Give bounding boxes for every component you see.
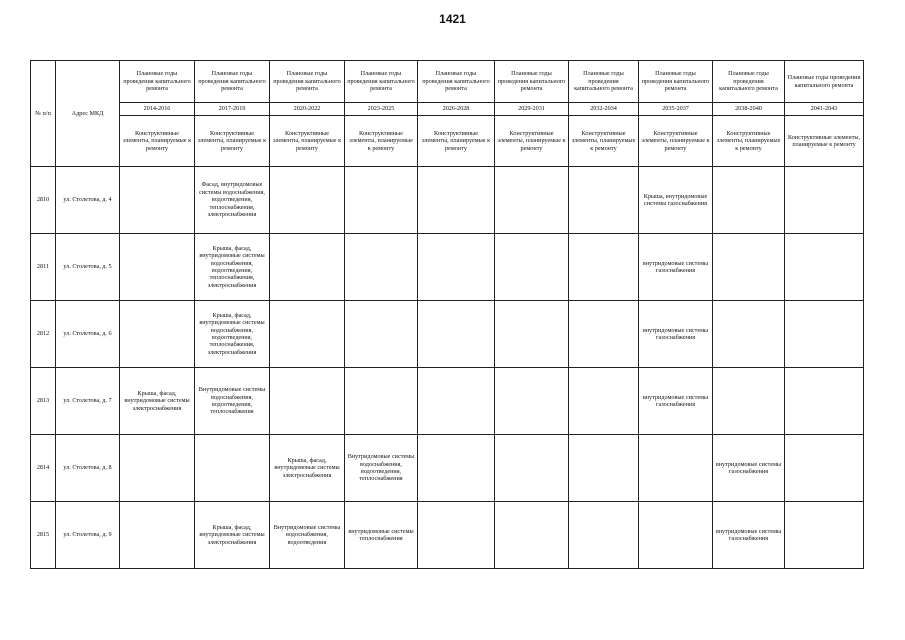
repair-cell: внутридомовые системы теплоснабжения xyxy=(345,502,418,569)
period-range: 2035-2037 xyxy=(639,103,713,116)
repair-cell xyxy=(713,234,785,301)
repair-cell xyxy=(418,301,495,368)
period-subheading: Конструктивные элементы, планируемые к ремонту xyxy=(120,116,195,167)
repair-cell xyxy=(418,167,495,234)
repair-cell xyxy=(495,435,569,502)
repair-cell: Фасад, внутридомовые системы водоснабжения, водоотведения, теплоснабжения, электроснабжения xyxy=(195,167,270,234)
table-row xyxy=(31,301,864,368)
row-number: 2815 xyxy=(31,502,56,569)
period-range: 2020-2022 xyxy=(270,103,345,116)
period-range: 2014-2016 xyxy=(120,103,195,116)
row-address: ул. Столетова, д. 7 xyxy=(56,368,120,435)
repair-cell xyxy=(639,502,713,569)
period-range: 2029-2031 xyxy=(495,103,569,116)
repair-cell xyxy=(418,502,495,569)
row-address: ул. Столетова, д. 6 xyxy=(56,301,120,368)
repair-cell: Внутридомовые системы водоснабжения, водоотведения xyxy=(270,502,345,569)
repair-cell xyxy=(495,301,569,368)
repair-cell: Крыша, фасад, внутридомовые системы электроснабжения xyxy=(195,502,270,569)
repair-cell: Крыша, фасад, внутридомовые системы водоснабжения, водоотведения, теплоснабжения, электроснабжения xyxy=(195,301,270,368)
row-address: ул. Столетова, д. 5 xyxy=(56,234,120,301)
repair-cell xyxy=(569,435,639,502)
row-number: 2812 xyxy=(31,301,56,368)
period-heading: Плановые годы проведения капитального ремонта xyxy=(345,61,418,103)
repair-cell xyxy=(495,167,569,234)
repair-cell xyxy=(345,301,418,368)
repair-cell xyxy=(195,435,270,502)
capital-repair-table xyxy=(30,60,864,569)
table-row xyxy=(31,234,864,301)
repair-cell: внутридомовые системы газоснабжения xyxy=(713,435,785,502)
repair-cell xyxy=(713,301,785,368)
col-header-number: № п/п xyxy=(31,61,56,167)
table-row xyxy=(31,502,864,569)
period-subheading: Конструктивные элементы, планируемые к ремонту xyxy=(345,116,418,167)
repair-cell xyxy=(713,368,785,435)
period-subheading: Конструктивные элементы, планируемые к ремонту xyxy=(195,116,270,167)
repair-cell xyxy=(785,368,864,435)
repair-cell xyxy=(120,167,195,234)
repair-cell xyxy=(345,368,418,435)
period-range: 2017-2019 xyxy=(195,103,270,116)
period-subheading: Конструктивные элементы, планируемые к ремонту xyxy=(569,116,639,167)
repair-cell: Внутридомовые системы водоснабжения, водоотведения, теплоснабжения xyxy=(345,435,418,502)
repair-cell xyxy=(639,435,713,502)
row-number: 2811 xyxy=(31,234,56,301)
row-number: 2814 xyxy=(31,435,56,502)
row-number: 2810 xyxy=(31,167,56,234)
repair-cell: Крыша, фасад, внутридомовые системы водоснабжения, водоотведения, теплоснабжения, электроснабжения xyxy=(195,234,270,301)
period-heading: Плановые годы проведения капитального ремонта xyxy=(195,61,270,103)
repair-cell: внутридомовые системы газоснабжения xyxy=(713,502,785,569)
table-body xyxy=(31,167,864,569)
period-heading: Плановые годы проведения капитального ремонта xyxy=(418,61,495,103)
repair-cell xyxy=(345,234,418,301)
repair-cell: внутридомовые системы газоснабжения xyxy=(639,301,713,368)
repair-cell xyxy=(569,368,639,435)
period-range: 2026-2028 xyxy=(418,103,495,116)
repair-cell xyxy=(495,234,569,301)
repair-cell: Крыша, фасад, внутридомовые системы электроснабжения xyxy=(120,368,195,435)
repair-cell xyxy=(785,234,864,301)
repair-cell: внутридомовые системы газоснабжения xyxy=(639,368,713,435)
table-row xyxy=(31,435,864,502)
repair-cell xyxy=(569,301,639,368)
repair-cell xyxy=(418,368,495,435)
repair-cell xyxy=(120,435,195,502)
period-heading: Плановые годы проведения капитального ремонта xyxy=(270,61,345,103)
period-subheading: Конструктивные элементы, планируемые к ремонту xyxy=(713,116,785,167)
repair-cell: Внутридомовые системы водоснабжения, водоотведения, теплоснабжения xyxy=(195,368,270,435)
repair-cell xyxy=(495,502,569,569)
row-number: 2813 xyxy=(31,368,56,435)
page-number: 1421 xyxy=(439,12,466,26)
repair-cell xyxy=(785,435,864,502)
row-address: ул. Столетова, д. 8 xyxy=(56,435,120,502)
repair-cell xyxy=(418,435,495,502)
repair-cell xyxy=(270,167,345,234)
col-header-address: Адрес МКД xyxy=(56,61,120,167)
repair-cell xyxy=(569,167,639,234)
period-range: 2041-2043 xyxy=(785,103,864,116)
period-heading: Плановые годы проведения капитального ремонта xyxy=(639,61,713,103)
period-heading: Плановые годы проведения капитального ремонта xyxy=(495,61,569,103)
repair-cell xyxy=(120,502,195,569)
period-heading: Плановые годы проведения капитального ремонта xyxy=(569,61,639,103)
repair-cell xyxy=(270,368,345,435)
row-address: ул. Столетова, д. 4 xyxy=(56,167,120,234)
repair-cell xyxy=(495,368,569,435)
period-heading: Плановые годы проведения капитального ремонта xyxy=(120,61,195,103)
table-row xyxy=(31,167,864,234)
period-subheading: Конструктивные элементы, планируемые к ремонту xyxy=(785,116,864,167)
repair-cell xyxy=(785,301,864,368)
repair-cell xyxy=(120,234,195,301)
repair-cell xyxy=(569,502,639,569)
period-range: 2038-2040 xyxy=(713,103,785,116)
table-header xyxy=(31,61,864,167)
repair-cell xyxy=(785,502,864,569)
repair-cell xyxy=(120,301,195,368)
period-subheading: Конструктивные элементы, планируемые к ремонту xyxy=(270,116,345,167)
period-subheading: Конструктивные элементы, планируемые к ремонту xyxy=(495,116,569,167)
repair-cell xyxy=(418,234,495,301)
repair-cell xyxy=(713,167,785,234)
repair-cell: внутридомовые системы газоснабжения xyxy=(639,234,713,301)
repair-cell xyxy=(569,234,639,301)
repair-cell: Крыша, фасад, внутридомовые системы электроснабжения xyxy=(270,435,345,502)
repair-cell: Крыша, внутридомовые системы газоснабжения xyxy=(639,167,713,234)
repair-cell xyxy=(785,167,864,234)
period-subheading: Конструктивные элементы, планируемые к ремонту xyxy=(418,116,495,167)
repair-cell xyxy=(270,301,345,368)
period-heading: Плановые годы проведения капитального ремонта xyxy=(713,61,785,103)
period-range: 2023-2025 xyxy=(345,103,418,116)
period-range: 2032-2034 xyxy=(569,103,639,116)
period-heading: Плановые годы проведения капитального ремонта xyxy=(785,61,864,103)
table-row xyxy=(31,368,864,435)
period-subheading: Конструктивные элементы, планируемые к ремонту xyxy=(639,116,713,167)
repair-cell xyxy=(270,234,345,301)
repair-cell xyxy=(345,167,418,234)
row-address: ул. Столетова, д. 9 xyxy=(56,502,120,569)
